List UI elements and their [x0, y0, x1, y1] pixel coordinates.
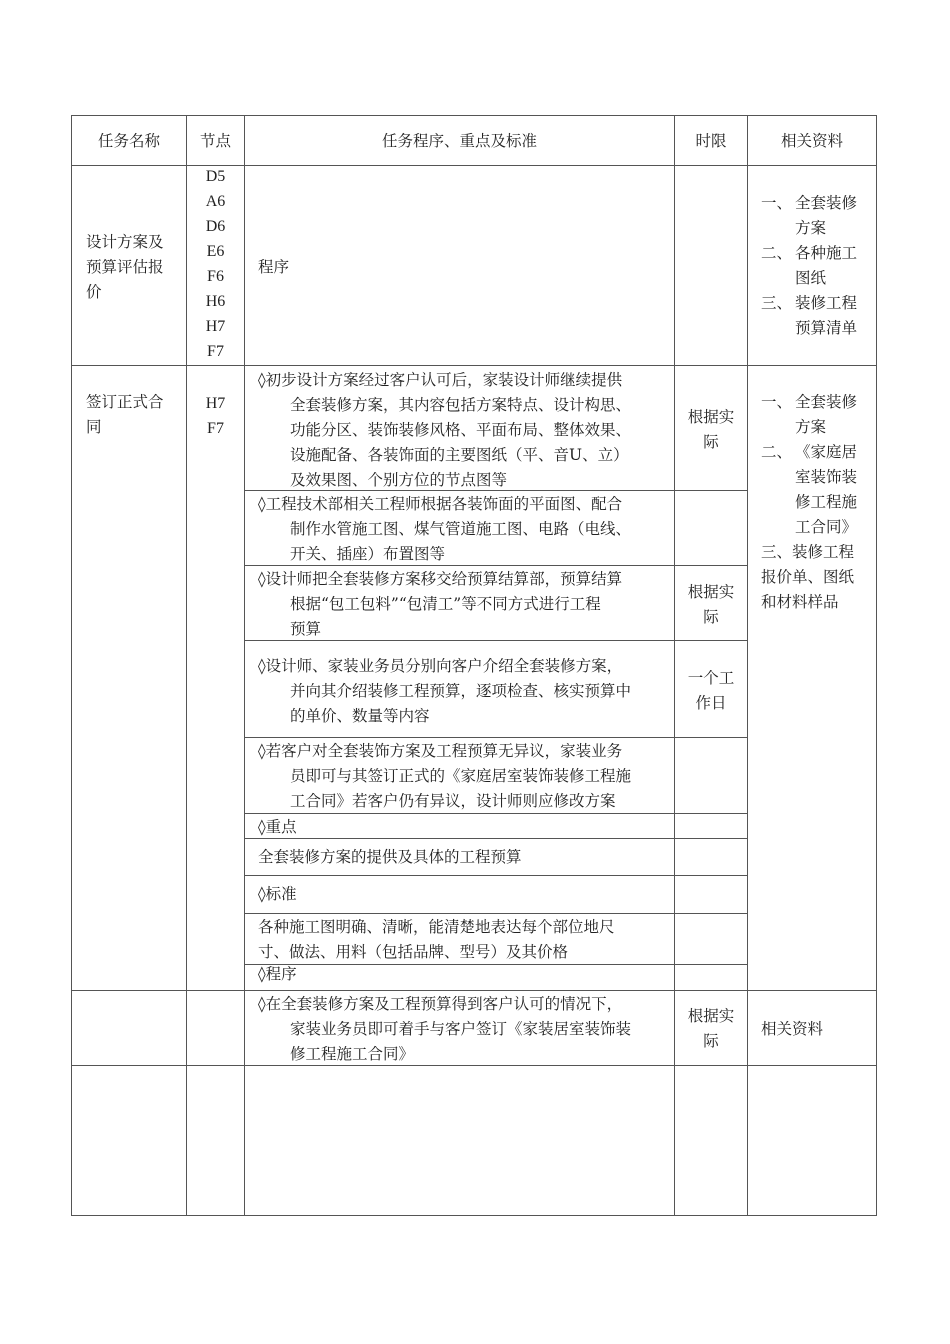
procedure-heading: ◊标准 — [258, 885, 297, 903]
procedure-line: 家装业务员即可着手与客户签订《家装居室装饰装 — [290, 1020, 632, 1038]
procedure-item — [258, 992, 631, 1067]
material-item — [761, 291, 871, 341]
material-item — [761, 440, 873, 540]
material-line: 装修工程 — [795, 294, 858, 312]
header-materials: 相关资料 — [780, 132, 843, 150]
node-code: E6 — [206, 243, 225, 260]
procedure-item — [258, 492, 631, 567]
material-line: 三、装修工程 — [761, 543, 855, 561]
material-line: 方案 — [795, 219, 827, 237]
time-line: 际 — [703, 1032, 719, 1050]
procedure-line: ◊设计师把全套装修方案移交给预算结算部，预算结算 — [258, 570, 623, 588]
row2-task-name — [86, 390, 164, 440]
material-line: 预算清单 — [795, 319, 858, 337]
procedure-item — [258, 567, 622, 642]
procedure-line: 工合同》若客户仍有异议，设计师则应修改方案 — [290, 792, 616, 810]
row1-task-line: 设计方案及 — [86, 233, 164, 251]
procedure-item — [258, 654, 631, 729]
node-code: D5 — [205, 168, 226, 185]
procedure-line: 员即可与其签订正式的《家庭居室装饰装修工程施 — [290, 767, 632, 785]
material-line: 室装饰装 — [795, 468, 858, 486]
procedure-line: 及效果图、个别方位的节点图等 — [290, 471, 508, 489]
procedure-line: ◊在全套装修方案及工程预算得到客户认可的情况下， — [258, 995, 623, 1013]
time-line: 根据实 — [687, 1007, 735, 1025]
material-item — [761, 191, 871, 241]
procedure-item — [258, 368, 631, 493]
procedure-line: ◊初步设计方案经过客户认可后，家装设计师继续提供 — [258, 371, 623, 389]
material-number: 二、 — [761, 443, 793, 461]
procedure-line: ◊若客户对全套装饰方案及工程预算无异议，家装业务 — [258, 742, 623, 760]
procedure-line: 寸、做法、用料（包括品牌、型号）及其价格 — [258, 943, 569, 961]
time-line: 作日 — [695, 694, 727, 712]
node-code: H7 — [205, 318, 226, 335]
material-line: 图纸 — [795, 269, 827, 287]
row1-task-line: 预算评估报 — [86, 258, 164, 276]
time-line: 一个工 — [687, 669, 735, 687]
header-time-limit: 时限 — [695, 132, 727, 150]
procedure-heading: ◊程序 — [258, 965, 297, 983]
time-limit — [675, 1004, 747, 1054]
material-line: 全套装修 — [795, 194, 858, 212]
procedure-line: 各种施工图明确、清晰，能清楚地表达每个部位地尺 — [258, 918, 615, 936]
material-line: 修工程施 — [795, 493, 858, 511]
procedure-line: 修工程施工合同》 — [290, 1045, 415, 1063]
material-line: 报价单、图纸 — [761, 568, 855, 586]
time-line: 根据实 — [687, 408, 735, 426]
header-procedure: 任务程序、重点及标准 — [381, 132, 537, 150]
time-limit — [675, 405, 747, 455]
row1-nodes — [187, 164, 244, 364]
node-code: F7 — [207, 420, 224, 437]
procedure-line: 根据“包工包料”“包清工”等不同方式进行工程 — [290, 595, 601, 613]
material-line: 《家庭居 — [795, 443, 858, 461]
node-code: A6 — [205, 193, 226, 210]
material-item — [761, 390, 873, 440]
material-line: 工合同》 — [795, 518, 858, 536]
row1-procedure: 程序 — [258, 258, 290, 276]
node-code: F7 — [207, 343, 224, 360]
material-line: 和材料样品 — [761, 593, 839, 611]
procedure-line: 全套装修方案，其内容包括方案特点、设计构思、 — [290, 396, 632, 414]
row3-materials: 相关资料 — [761, 1020, 824, 1038]
procedure-line: 并向其介绍装修工程预算，逐项检查、核实预算中 — [290, 682, 632, 700]
procedure-line: 制作水管施工图、煤气管道施工图、电路（电线、 — [290, 520, 632, 538]
node-code: H7 — [205, 395, 226, 412]
row1-task-line: 价 — [86, 283, 102, 301]
row2-task-line: 同 — [86, 418, 102, 436]
procedure-heading: ◊重点 — [258, 818, 297, 836]
node-code: F6 — [207, 268, 224, 285]
material-number: 一、 — [761, 194, 793, 212]
row2-materials — [761, 390, 873, 615]
time-limit — [675, 666, 747, 716]
material-number: 三、 — [761, 294, 793, 312]
procedure-line: 开关、插座）布置图等 — [290, 545, 446, 563]
material-line: 各种施工 — [795, 244, 858, 262]
row2-task-line: 签订正式合 — [86, 393, 164, 411]
procedure-item — [258, 739, 631, 814]
node-code: H6 — [205, 293, 226, 310]
node-code: D6 — [205, 218, 226, 235]
procedure-item — [258, 915, 615, 965]
procedure-line: 预算 — [290, 620, 322, 638]
row1-task-name — [86, 230, 164, 305]
time-limit — [675, 580, 747, 630]
header-node: 节点 — [199, 132, 231, 150]
procedure-line: ◊工程技术部相关工程师根据各装饰面的平面图、配合 — [258, 495, 623, 513]
material-number: 二、 — [761, 244, 793, 262]
header-task-name: 任务名称 — [97, 132, 160, 150]
material-line: 全套装修 — [795, 393, 858, 411]
material-item — [761, 241, 871, 291]
time-line: 际 — [703, 608, 719, 626]
procedure-line: 功能分区、装饰装修风格、平面布局、整体效果、 — [290, 421, 632, 439]
procedure-text: 全套装修方案的提供及具体的工程预算 — [258, 848, 522, 866]
time-line: 根据实 — [687, 583, 735, 601]
row1-materials — [761, 191, 871, 341]
procedure-line: ◊设计师、家装业务员分别向客户介绍全套装修方案， — [258, 657, 623, 675]
material-number: 一、 — [761, 393, 793, 411]
time-line: 际 — [703, 433, 719, 451]
procedure-line: 的单价、数量等内容 — [290, 707, 430, 725]
procedure-line: 设施配备、各装饰面的主要图纸（平、音U、立） — [290, 446, 629, 464]
row2-nodes — [187, 391, 244, 441]
material-line: 方案 — [795, 418, 827, 436]
